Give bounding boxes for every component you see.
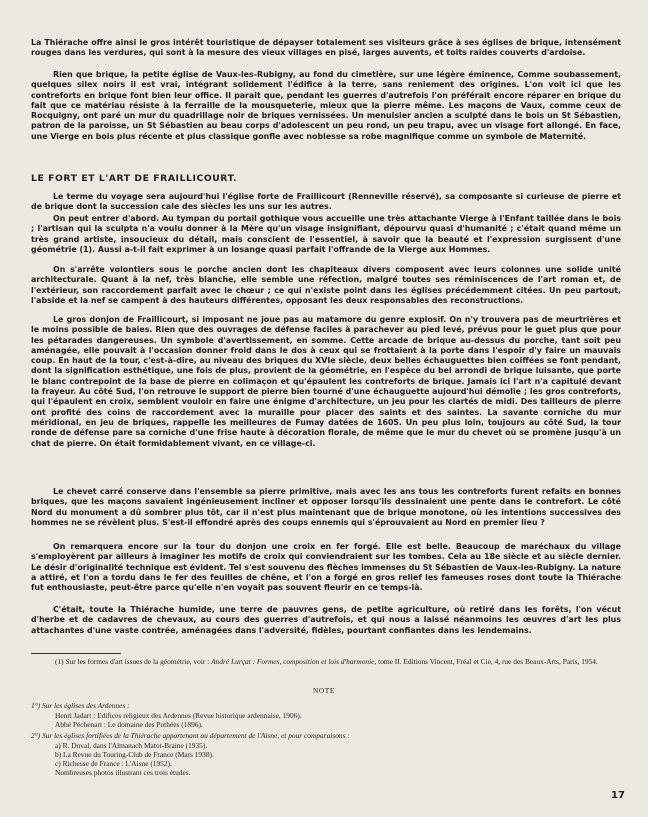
footnote-suffix: tome II. Editions Vincent, Fréal et Cie, 4, rue des Beaux-Arts, Paris, 1954. [378,657,598,666]
note-2-item-b: b) La Revue du Touring-Club de France (Mars 1938). [55,750,214,759]
body-paragraph-4: Le gros donjon de Fraillicourt, si imposant ne joue pas au matamore du genre explosif. On n'y trouvera pas de meurtrières et le moins possible de baies. Rien que des ouvrages de défense faciles à parachever au pied levé, prévus pour le guet plus que pour les pétarades dangereuses. Un symbole d'avertissement, en somme. Cette arcade de brique au-dessus du porche, tant soit peu aménagée, elle pouvait à l'occasion donner froid dans le dos à ceux qui se frottaient à la porte dans l'espoir d'y faire un mauvais coup. En haut de la tour, c'est-à-dire, au niveau des briques du XVIe siècle, deux belles échauguettes bien coiffées se font pendant, dont la signification esthétique, une fois de plus, provient de la géométrie, en l'espèce du bel arrondi de brique luisante, que porte le blanc contrepoint de la base de pierre en colimaçon et qu'épaulent les contreforts de brique. Jamais ici l'art n'a capitulé devant la frayeur. Au côté Sud, l'on retrouve le support de pierre bien tourné d'une échauguette aujourd'hui démolie ; les gros contreforts, qui l'épaulent en croix, semblent vouloir en faire une énigme d'architecture, un jeu pour les clartés de midi. Des tailleurs de pierre ont profité des coins de raccordement avec la muraille pour placer des saints et des saintes. La savante corniche du mur méridional, en jeu de briques, rappelle les meilleures de Fumay datées de 1605. Un peu plus loin, toujours au côté Sud, la tour ronde de défense pare sa corniche d'une frise haute à décoration florale, de même que le mur du chevet où se promène jusqu'à un chat de pierre. On était formidablement vivant, en ce village-ci. [31,315,621,448]
page-number: 17 [611,790,625,801]
footnote-rule [31,653,121,654]
body-paragraph-5: Le chevet carré conserve dans l'ensemble sa pierre primitive, mais avec les ans tous les contreforts furent refaits en bonnes briques, que les maçons savaient ingénieusement incliner et opposer lorsqu'ils dessinaient une pente dans le contrefort. Le côté Nord du monument a dû sombrer plus tôt, car il n'est plus maintenant que de brique monotone, où les intentions successives des hommes ne se révèlent plus. S'est-il effondré après des coups ennemis qui s'éprouvaient au Nord en premier lieu ? [31,487,621,527]
note-2-item-a: a) R. Duval, dans l'Almanach Matot-Braine (1935). [55,741,208,750]
intro-paragraph-2: Rien que brique, la petite église de Vaux-les-Rubigny, au fond du cimetière, sur une légère éminence, Comme soubassement, quelques silex noirs il est vrai, intégrant solidement l'édifice à la terre, sans reniement des origines. L'on voit ici que les contreforts en brique font bien leur office. Il parait que, pendant les guerres d'autrefois l'on préférait encore réparer en brique du fait que ce matériau résiste à la ferraille de la mousqueterie, mieux que la pierre même. Les maçons de Vaux, comme ceux de Rocquigny, ont paré un mur du quadrillage noir de briques vernissées. Un menuisier ancien a sculpté dans le bois un St Sébastien, patron de la paroisse, un St Sébastien au beau corps d'adolescent un peu rond, un peu trapu, avec un visage fort allongé. En face, une Vierge en bois plus récente et plus classique gonfle avec noblesse sa robe magnifique comme un symbole de Maternité. [31,70,621,141]
intro-paragraph-1: La Thiérache offre ainsi le gros intérêt touristique de dépayser totalement ses visiteurs grâce à ses églises de brique, intensément rouges dans les verdures, qui sont à la mesure des vieux villages en pisé, larges auvents, et toits raides couverts d'ardoise. [31,38,621,58]
section-title: LE FORT ET L'ART DE FRAILLICOURT. [31,173,238,184]
note-1-line-1: Henri Jadart : Edifices religieux des Ardennes (Revue historique ardennaise, 1906). [55,711,302,720]
body-paragraph-1: Le terme du voyage sera aujourd'hui l'église forte de Fraillicourt (Renneville réservé), sa composante si curieuse de pierre et de brique dont la succession cale des siècles les uns sur les autres. [31,192,621,212]
footnote [31,657,621,666]
body-paragraph-6: On remarquera encore sur la tour du donjon une croix en fer forgé. Elle est belle. Beaucoup de maréchaux du village s'employèrent par ailleurs à imaginer les motifs de croix qui conviendraient sur les tombes. Cela au 18e siècle et au siècle dernier. Le désir d'originalité technique est évident. Tel s'est souvenu des flèches immenses du St Sébastien de Vaux-les-Rubigny. La nature a attiré, et l'on a tordu dans le fer des feuilles de chêne, et l'on a forgé en gros relief les fameuses roses dont toute la Thiérache fut enthousiaste, peut-être parce qu'elle n'en voyait pas souvent fleurir en ce temps-là. [31,542,621,593]
note-2-label: 2°) Sur les églises fortifiées de la Thiérache appartenant au département de l'Aisne, et pour comparaisons : [31,731,350,740]
note-2-item-d: Nombreuses photos illustrant ces trois études. [55,768,191,777]
note-1-line-2: Abbé Péchenart : Le domaine des Pothées (1896). [55,720,203,729]
body-paragraph-3: On s'arrête volontiers sous le porche ancien dont les chapiteaux divers composent avec leurs colonnes une solide unité architecturale. Quant à la nef, très blanche, elle semble une réfection, malgré toutes ses réminiscences de l'art roman et, de l'extérieur, son raccordement parfait avec le chœur ; ce qui n'existe point dans les églises précédemment citées. Un peu partout, l'abside et la nef se campent à des hauteurs différentes, opposant les deux responsables des reconstructions. [31,265,621,305]
body-paragraph-2: On peut entrer d'abord. Au tympan du portail gothique vous accueille une très attachante Vierge à l'Enfant taillée dans le bois ; l'artisan qui la sculpta n'a voulu donner à la Mère qu'un visage insignifiant, dépourvu quasi d'humanité ; c'était quand même un très grand artiste, insoucieux du détail, mais conscient de l'essentiel, à savoir que la beauté et l'expression surgissent d'une géométrie (1). Aussi a-t-il fait exprimer à un losange quasi parfait l'offrande de la Vierge aux Hommes. [31,214,621,254]
body-paragraph-7: C'était, toute la Thiérache humide, une terre de pauvres gens, de petite agriculture, où retiré dans les forêts, l'on vécut d'herbe et de cadavres de chevaux, au cours des guerres d'autrefois, et qui nous a laissé néanmoins les œuvres d'art les plus attachantes d'une vaste contrée, aménagées dans l'adversité, fidèles, pourtant confiantes dans les lendemains. [31,605,621,635]
footnote-prefix: (1) Sur les formes d'art issues de la géométrie, voir : [55,657,210,666]
footnote-italic: André Lurçat : Formes, composition et lois d'harmonie, [211,657,377,666]
note-title: NOTE [312,686,336,695]
note-1-label: 1°) Sur les églises des Ardennes : [31,701,130,710]
note-2-item-c: c) Richesse de France : L'Aisne (1952). [55,759,172,768]
